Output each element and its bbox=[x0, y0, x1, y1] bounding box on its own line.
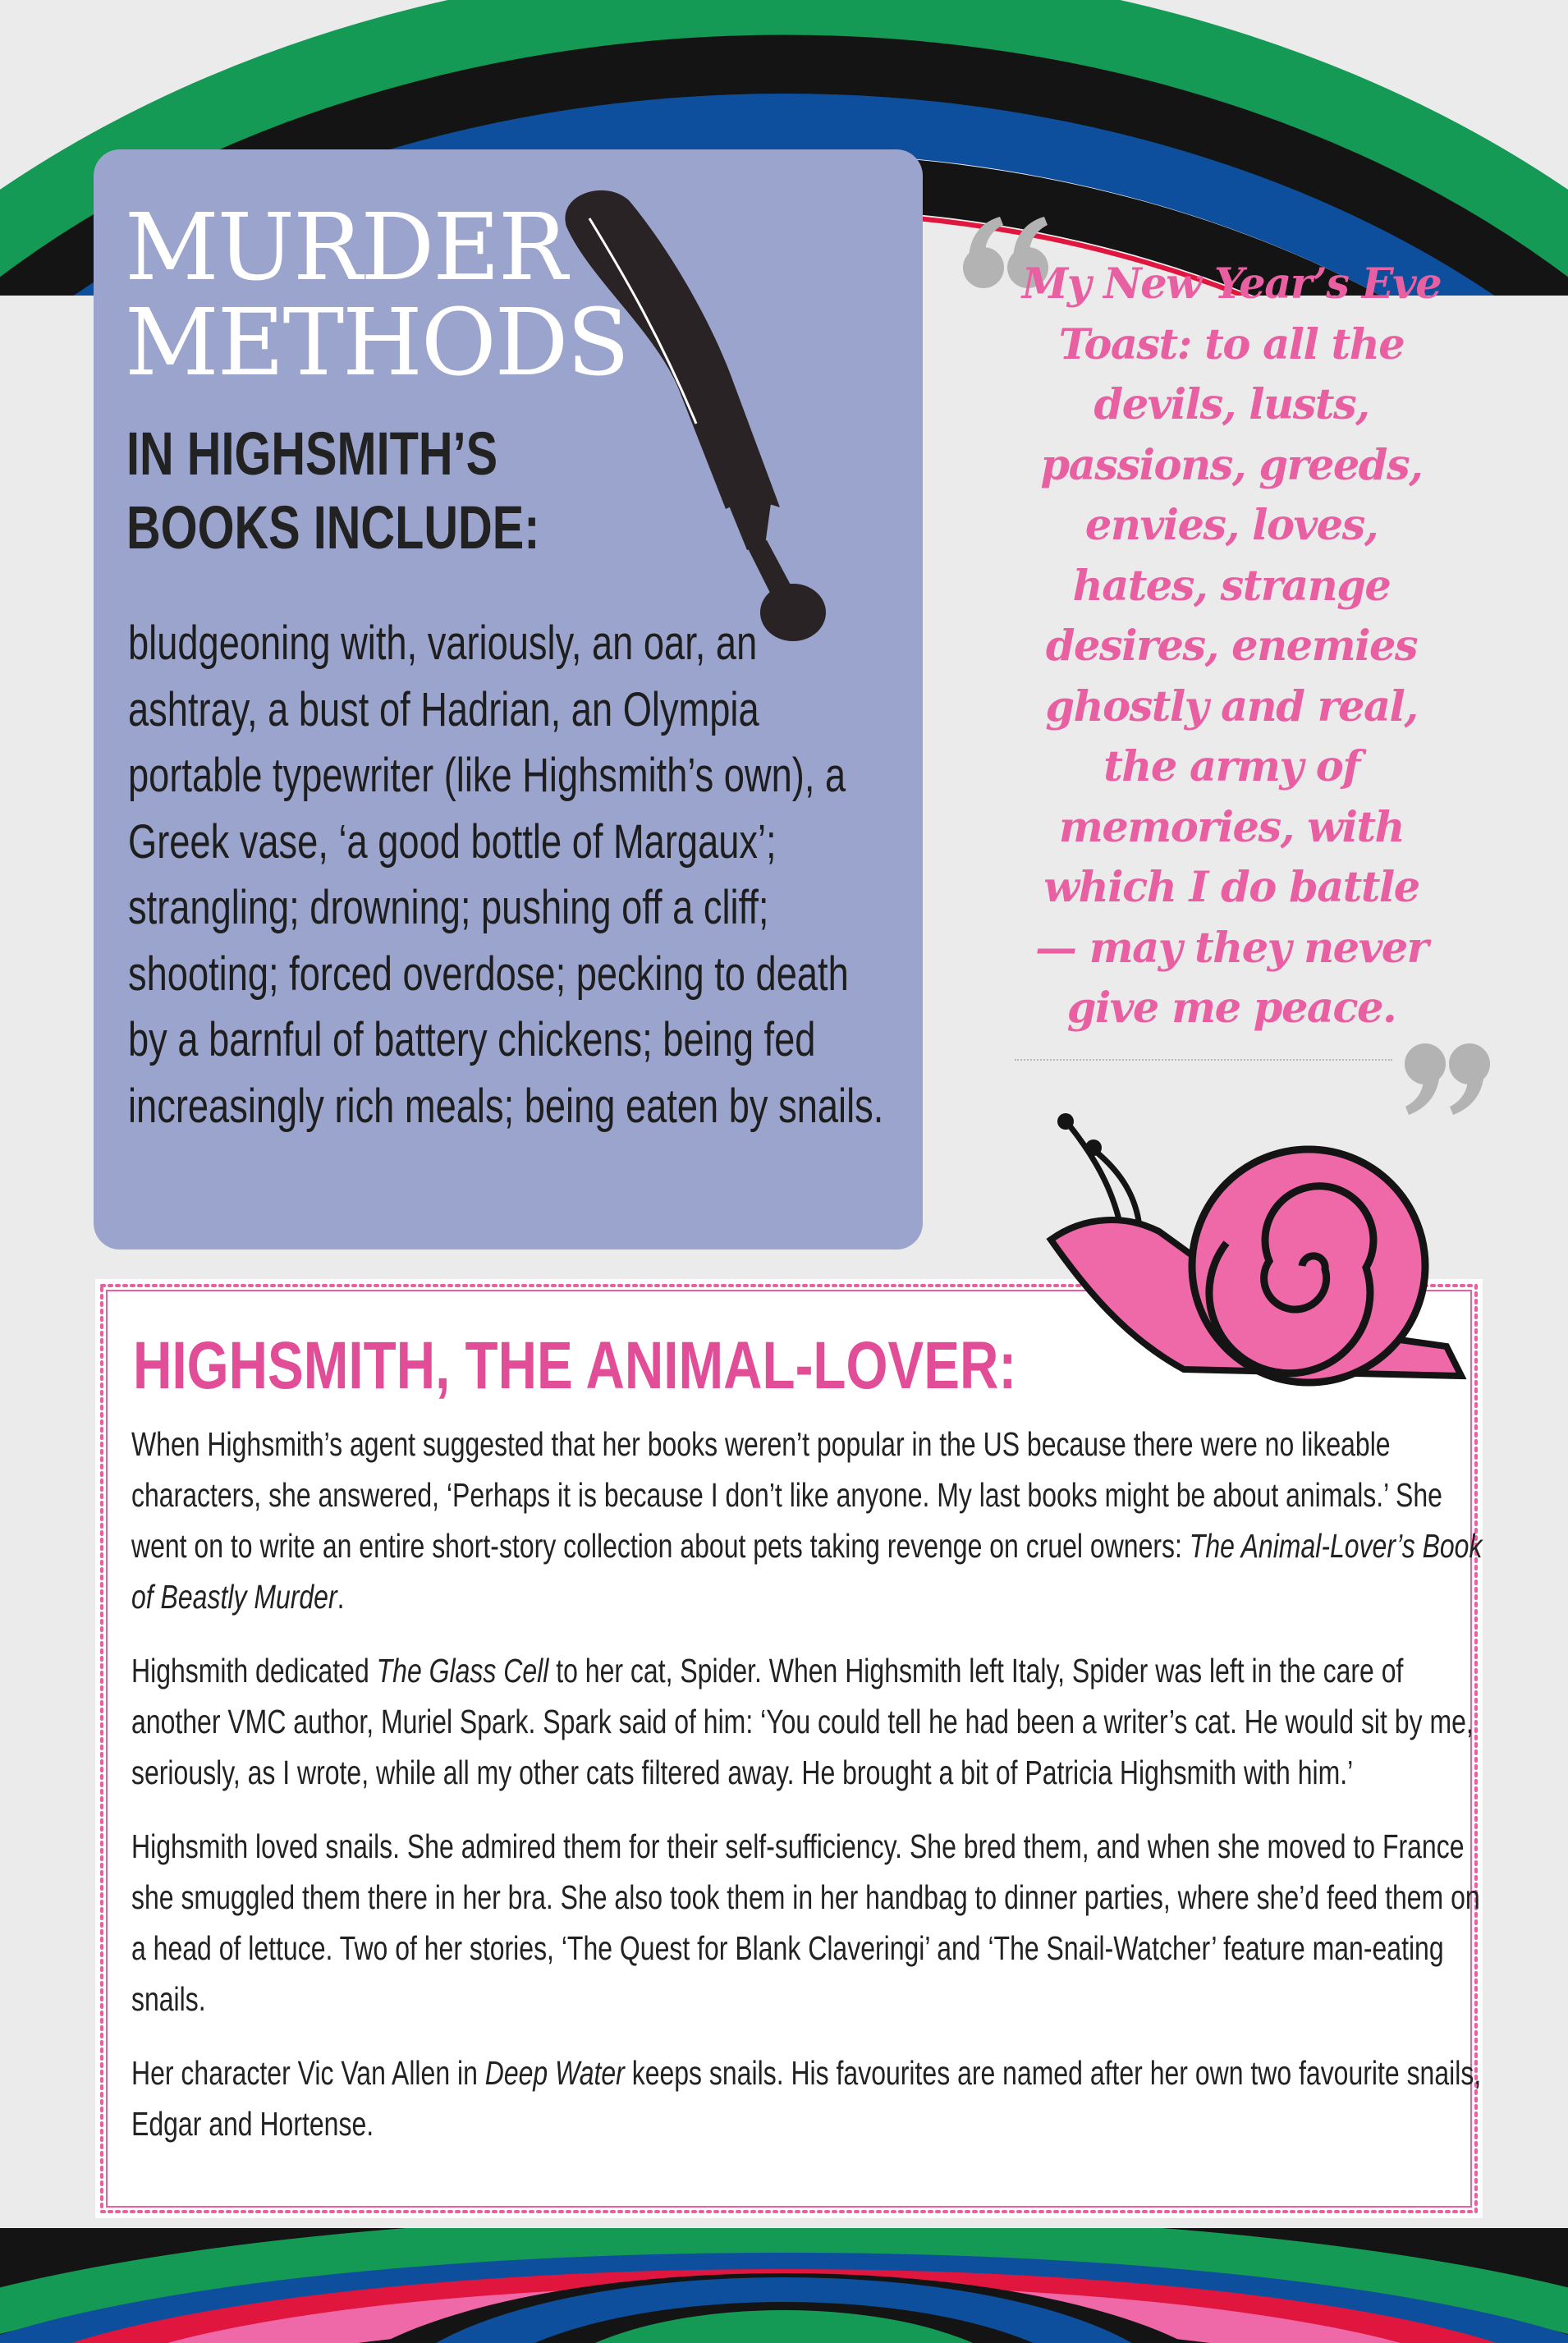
quote-divider bbox=[1015, 1059, 1392, 1061]
p2-text-b: to her cat, Spider. When Highsmith left Italy, Spider was left in the care of another VMC author, Muriel Spark. Spark said of him: ‘You could tell he had been a writer’s cat. He would sit by me, seriously, as I wrote, while all my other cats filtered away. He brought a bit of Patricia Highsmith with him.’ bbox=[131, 1652, 1474, 1791]
subtitle-line-1: IN HIGHSMITH’S bbox=[126, 420, 498, 488]
quote-text: My New Year’s Eve Toast: to all the devils, lusts, passions, greeds, envies, loves, hates, strange desires, enemies ghostly and real, the army of memories, with which I do battle — may they never give me peace. bbox=[1021, 259, 1442, 1033]
p2-book-title: The Glass Cell bbox=[376, 1652, 549, 1690]
title-line-2: METHODS bbox=[125, 290, 629, 397]
p4-text-a: Her character Vic Van Allen in bbox=[131, 2054, 485, 2092]
p1-end: . bbox=[337, 1578, 345, 1616]
animal-paragraph-1 bbox=[131, 1419, 1483, 1622]
p1-book-title: The Animal-Lover’s Book of Beastly Murder bbox=[131, 1527, 1483, 1616]
bottom-arc-rings bbox=[0, 2236, 1568, 2343]
oar-icon bbox=[557, 186, 901, 695]
p4-book-title: Deep Water bbox=[484, 2054, 625, 2092]
animal-paragraph-2 bbox=[131, 1645, 1483, 1798]
animal-lover-text bbox=[131, 1419, 1483, 2172]
p4-text-b: keeps snails. His favourites are named after her own two favourite snails, Edgar and Hortense. bbox=[131, 2054, 1482, 2143]
murder-methods-subtitle bbox=[126, 417, 562, 565]
murder-methods-body: bludgeoning with, variously, an oar, an ashtray, a bust of Hadrian, an Olympia portable typewriter (like Highsmith’s own), a Greek vase, ‘a good bottle of Margaux’; strangling; drowning; pushing off a cliff; shooting; forced overdose; pecking to death by a barnful of battery chickens; being fed increasingly rich meals; being eaten by snails. bbox=[128, 617, 884, 1133]
animal-lover-title: HIGHSMITH, THE ANIMAL-LOVER: bbox=[133, 1328, 1017, 1403]
animal-paragraph-3: Highsmith loved snails. She admired them for their self-sufficiency. She bred them, and when she moved to France she smuggled them there in her bra. She also took them in her handbag to dinner parties, where she’d feed them on a head of lettuce. Two of her stories, ‘The Quest for Blank Claveringi’ and ‘The Snail-Watcher’ feature man-eating snails. bbox=[131, 1827, 1480, 2018]
bottom-arc-decoration bbox=[0, 2228, 1568, 2343]
title-line-1: MURDER bbox=[125, 195, 566, 301]
p2-text-a: Highsmith dedicated bbox=[131, 1652, 377, 1690]
animal-paragraph-4 bbox=[131, 2047, 1483, 2149]
murder-methods-title bbox=[125, 195, 629, 397]
subtitle-line-2: BOOKS INCLUDE: bbox=[126, 493, 540, 562]
p1-text: When Highsmith’s agent suggested that her books weren’t popular in the US because there were no likeable characters, she answered, ‘Perhaps it is because I don’t like anyone. My last books might be about animals.’ She went on to write an entire short-story collection about pets taking revenge on cruel owners: bbox=[131, 1425, 1442, 1565]
animal-lover-box bbox=[95, 1279, 1483, 2218]
snail-icon bbox=[1036, 1092, 1471, 1404]
